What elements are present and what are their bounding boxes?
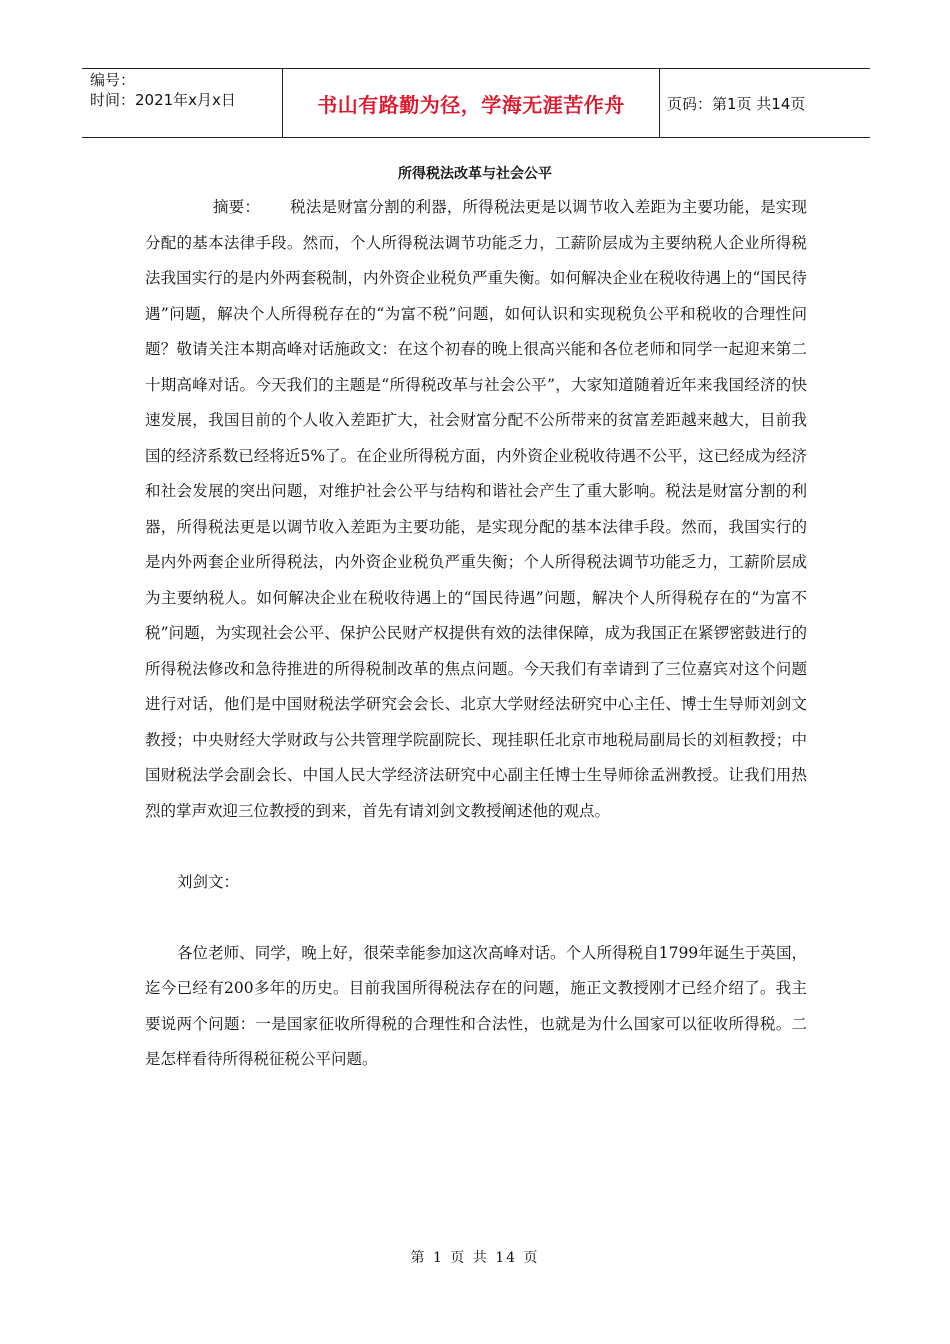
speaker-name: 刘剑文： <box>177 872 240 891</box>
header-motto <box>282 69 660 137</box>
speech-paragraph: 各位老师、同学，晚上好，很荣幸能参加这次高峰对话。个人所得税自1799年诞生于英国，迄今已经有200多年的历史。目前我国所得税法存在的问题，施正文教授刚才已经介绍了。我主要说两个问题：一是国家征收所得税的合理性和合法性，也就是为什么国家可以征收所得税。二是怎样看待所得税征税公平问题。 <box>145 943 807 1068</box>
abstract-text: 税法是财富分割的利器，所得税法更是以调节收入差距为主要功能，是实现分配的基本法律手段。然而，个人所得税法调节功能乏力，工薪阶层成为主要纳税人企业所得税法我国实行的是内外两套税制，内外资企业税负严重失衡。如何解决企业在税收待遇上的“国民待遇”问题，解决个人所得税存在的“为富不税”问题，如何认识和实现税负公平和税收的合理性问题？敬请关注本期高峰对话施政文：在这个初春的晚上很高兴能和各位老师和同学一起迎来第二十期高峰对话。今天我们的主题是“所得税改革与社会公平”，大家知道随着近年来我国经济的快速发展，我国目前的个人收入差距扩大，社会财富分配不公所带来的贫富差距越来越大，目前我国的经济系数已经将近5%了。在企业所得税方面，内外资企业税收待遇不公平，这已经成为经济和社会发展的突出问题，对维护社会公平与结构和谐社会产生了重大影响。税法是财富分割的利器，所得税法更是以调节收入差距为主要功能，是实现分配的基本法律手段。然而，我国实行的是内外两套企业所得税法，内外资企业税负严重失衡；个人所得税法调节功能乏力，工薪阶层成为主要纳税人。如何解决企业在税收待遇上的“国民待遇”问题，解决个人所得税存在的“为富不税”问题，为实现社会公平、保护公民财产权提供有效的法律保障，成为我国正在紧锣密鼓进行的所得税法修改和急待推进的所得税制改革的焦点问题。今天我们有幸请到了三位嘉宾对这个问题进行对话，他们是中国财税法学研究会会长、北京大学财经法研究中心主任、博士生导师刘剑文教授；中央财经大学财政与公共管理学院副院长、现挂职任北京市地税局副局长的刘桓教授；中国财税法学会副会长、中国人民大学经济法研究中心副主任博士生导师徐孟洲教授。让我们用热烈的掌声欢迎三位教授的到来，首先有请刘剑文教授阐述他的观点。 <box>145 198 807 820</box>
document-body <box>145 190 807 1078</box>
document-header <box>82 68 870 138</box>
date-label: 时间：2021年x月x日 <box>90 91 236 109</box>
motto-text: 书山有路勤为径，学海无涯苦作舟 <box>317 92 625 117</box>
number-label: 编号： <box>90 71 136 89</box>
abstract-paragraph <box>145 190 807 829</box>
document-title: 所得税法改革与社会公平 <box>398 166 552 182</box>
page-footer: 第 1 页 共 14 页 <box>410 1250 540 1266</box>
header-meta <box>82 69 282 137</box>
header-page-info: 页码：第1页 共14页 <box>667 94 806 113</box>
abstract-label: 摘要： <box>213 198 260 216</box>
